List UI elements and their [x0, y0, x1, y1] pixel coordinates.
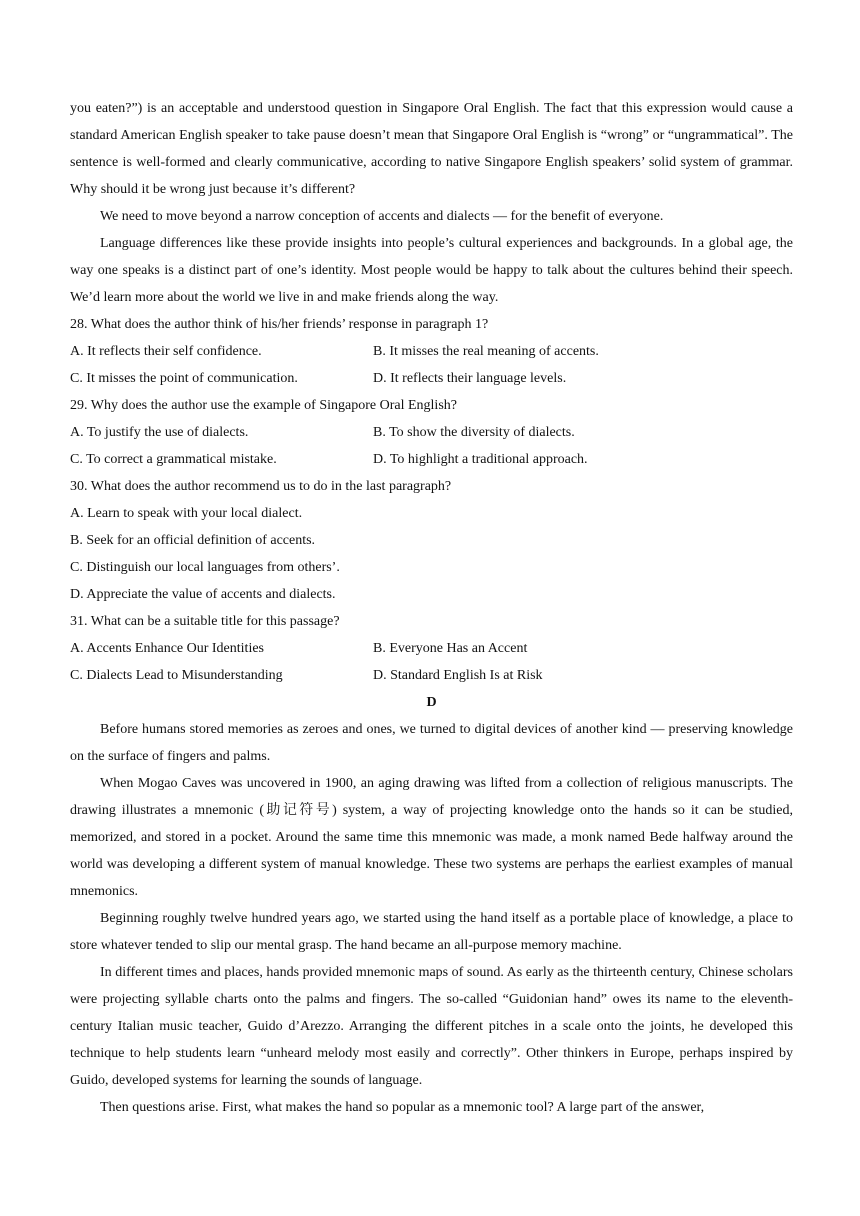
option-d: D. Standard English Is at Risk — [373, 668, 543, 683]
passage-d-paragraph: Beginning roughly twelve hundred years ago, we started using the hand itself as a portable place of knowledge, a place to store whatever tended to slip our mental grasp. The hand became an all-purpose memory machine. — [70, 911, 793, 953]
option-b: B. It misses the real meaning of accents. — [373, 344, 599, 359]
section-heading: D — [426, 695, 437, 710]
question-31-options-row — [70, 635, 793, 662]
question-30-stem: 30. What does the author recommend us to do in the last paragraph? — [70, 479, 452, 494]
option-c: C. To correct a grammatical mistake. — [70, 452, 277, 467]
question-31-options-row — [70, 662, 793, 689]
document-page — [70, 95, 793, 1121]
question-29-options-row — [70, 446, 793, 473]
passage-c-paragraph: We need to move beyond a narrow conception of accents and dialects — for the benefit of everyone. — [100, 209, 664, 224]
option-a: A. Learn to speak with your local dialect. — [70, 506, 303, 521]
option-d: D. To highlight a traditional approach. — [373, 452, 588, 467]
question-28-options-row — [70, 365, 793, 392]
option-c: C. Dialects Lead to Misunderstanding — [70, 668, 283, 683]
option-a: A. It reflects their self confidence. — [70, 344, 262, 359]
question-28-stem: 28. What does the author think of his/her friends’ response in paragraph 1? — [70, 317, 489, 332]
passage-d-paragraph: Before humans stored memories as zeroes and ones, we turned to digital devices of another kind — preserving knowledge on the surface of fingers and palms. — [70, 722, 793, 764]
option-c: C. It misses the point of communication. — [70, 371, 298, 386]
option-b: B. To show the diversity of dialects. — [373, 425, 575, 440]
question-31-stem: 31. What can be a suitable title for this passage? — [70, 614, 340, 629]
passage-d-paragraph: Then questions arise. First, what makes the hand so popular as a mnemonic tool? A large part of the answer, — [100, 1100, 705, 1115]
option-d: D. Appreciate the value of accents and dialects. — [70, 587, 336, 602]
passage-d-paragraph: In different times and places, hands provided mnemonic maps of sound. As early as the thirteenth century, Chinese scholars were projecting syllable charts onto the palms and fingers. The so-called “Guidonian hand” owes its name to the eleventh-century Italian music teacher, Guido d’Arezzo. Arranging the different pitches in a scale onto the joints, he developed this technique to help students learn “unheard melody most easily and correctly”. Other thinkers in Europe, perhaps inspired by Guido, developed systems for learning the sounds of language. — [70, 965, 793, 1088]
option-a: A. Accents Enhance Our Identities — [70, 641, 264, 656]
option-d: D. It reflects their language levels. — [373, 371, 567, 386]
question-28-options-row — [70, 338, 793, 365]
option-b: B. Seek for an official definition of accents. — [70, 533, 316, 548]
option-a: A. To justify the use of dialects. — [70, 425, 249, 440]
question-29-options-row — [70, 419, 793, 446]
option-c: C. Distinguish our local languages from others’. — [70, 560, 340, 575]
passage-c-paragraph: you eaten?”) is an acceptable and understood question in Singapore Oral English. The fact that this expression would cause a standard American English speaker to take pause doesn’t mean that Singapore Oral English is “wrong” or “ungrammatical”. The sentence is well-formed and clearly communicative, according to native Singapore English speakers’ solid system of grammar. Why should it be wrong just because it’s different? — [70, 101, 793, 197]
passage-c-paragraph: Language differences like these provide insights into people’s cultural experiences and backgrounds. In a global age, the way one speaks is a distinct part of one’s identity. Most people would be happy to talk about the cultures behind their speech. We’d learn more about the world we live in and make friends along the way. — [70, 236, 793, 305]
question-29-stem: 29. Why does the author use the example of Singapore Oral English? — [70, 398, 457, 413]
option-b: B. Everyone Has an Accent — [373, 641, 528, 656]
passage-d-paragraph: When Mogao Caves was uncovered in 1900, an aging drawing was lifted from a collection of religious manuscripts. The drawing illustrates a mnemonic (助记符号) system, a way of projecting knowledge onto the hands so it can be studied, memorized, and stored in a pocket. Around the same time this mnemonic was made, a monk named Bede halfway around the world was developing a different system of manual knowledge. These two systems are perhaps the earliest examples of manual mnemonics. — [70, 776, 793, 899]
